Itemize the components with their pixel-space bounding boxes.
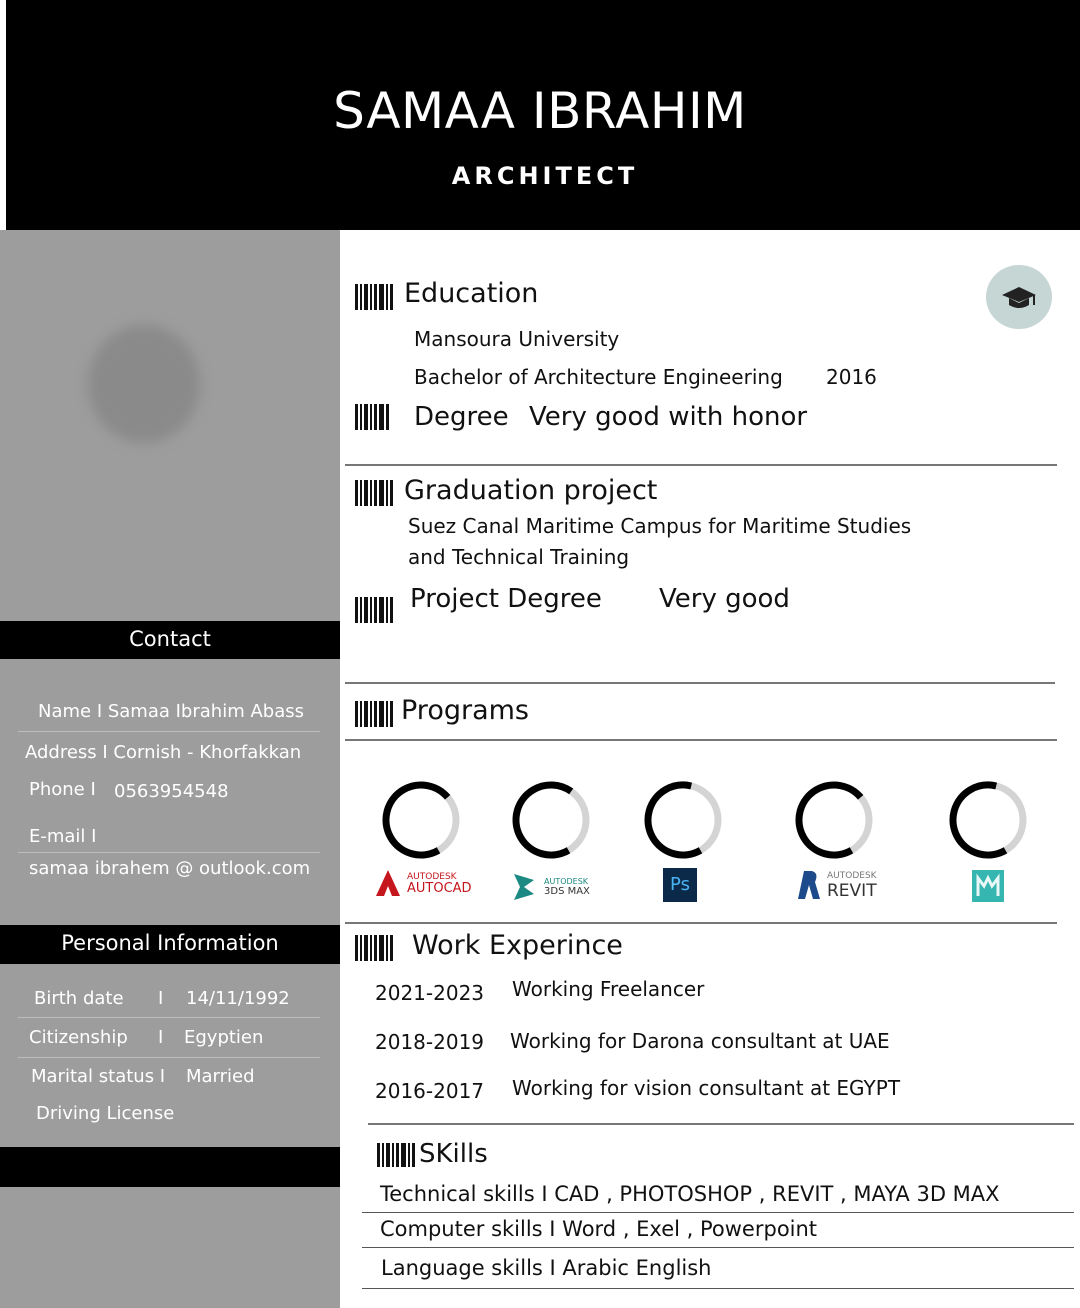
contact-email-label: E-mail I — [29, 826, 97, 847]
programs-heading: Programs — [401, 695, 529, 726]
divider — [18, 731, 320, 732]
project-title-line1: Suez Canal Maritime Campus for Maritime Studies — [408, 514, 912, 538]
autocad-product: AUTOCAD — [407, 881, 472, 896]
contact-name: Name I Samaa Ibrahim Abass — [38, 701, 304, 722]
work-years: 2021-2023 — [375, 981, 485, 1005]
project-degree-label: Project Degree — [410, 584, 602, 614]
project-degree-value: Very good — [659, 584, 790, 614]
autocad-logo — [375, 868, 472, 898]
divider — [18, 852, 320, 853]
photoshop-icon: Ps — [663, 868, 697, 902]
ring-fill — [794, 780, 874, 860]
graduation-project-heading: Graduation project — [404, 475, 658, 506]
skills-divider — [362, 1247, 1074, 1248]
revit-icon — [795, 869, 821, 901]
barcode-icon — [355, 480, 395, 506]
program-skill-ring — [794, 780, 874, 860]
work-description: Working Freelancer — [512, 977, 705, 1001]
section-divider — [345, 464, 1057, 466]
ring-fill — [643, 780, 723, 860]
separator: I — [158, 988, 164, 1009]
program-skill-ring — [948, 780, 1028, 860]
contact-address: Address I Cornish - Khorfakkan — [25, 742, 302, 763]
barcode-icon — [355, 701, 395, 727]
barcode-icon — [355, 404, 391, 430]
footer-bar — [0, 1147, 340, 1187]
revit-logo — [795, 869, 877, 901]
section-divider — [368, 1123, 1074, 1125]
3ds-max-brand: AUTODESK — [544, 877, 589, 886]
degree-name: Bachelor of Architecture Engineering — [414, 365, 783, 389]
computer-skills: Computer skills I Word , Exel , Powerpoint — [380, 1217, 818, 1241]
contact-phone-label: Phone I — [29, 779, 96, 800]
education-heading: Education — [404, 278, 539, 309]
3ds-max-logo — [512, 872, 590, 902]
autocad-brand: AUTODESK — [407, 872, 457, 882]
program-skill-ring — [511, 780, 591, 860]
degree-label: Degree — [414, 402, 509, 432]
barcode-icon — [355, 597, 395, 623]
work-description: Working for vision consultant at EGYPT — [512, 1076, 901, 1100]
skills-divider — [362, 1212, 1074, 1213]
candidate-name: SAMAA IBRAHIM — [333, 82, 747, 140]
birth-date-value: 14/11/1992 — [186, 988, 290, 1009]
profile-photo — [88, 325, 200, 443]
program-skill-ring — [381, 780, 461, 860]
candidate-title: ARCHITECT — [451, 162, 639, 190]
work-heading: Work Experince — [412, 930, 623, 961]
graduation-cap-icon — [986, 265, 1052, 329]
ring-fill — [948, 780, 1028, 860]
autocad-icon — [375, 868, 401, 898]
degree-value: Very good with honor — [529, 402, 808, 432]
graduation-year: 2016 — [826, 365, 877, 389]
contact-email: samaa ibrahem @ outlook.com — [29, 858, 311, 879]
work-years: 2018-2019 — [375, 1030, 485, 1054]
marital-status-label: Marital status I — [31, 1066, 166, 1087]
divider — [18, 1057, 320, 1058]
program-skill-ring — [643, 780, 723, 860]
personal-info-heading: Personal Information — [0, 925, 340, 964]
maya-icon — [970, 868, 1006, 908]
section-divider — [345, 922, 1057, 924]
university: Mansoura University — [414, 327, 620, 351]
separator: I — [158, 1027, 164, 1048]
ring-fill — [381, 780, 461, 860]
revit-product: REVIT — [827, 881, 877, 901]
work-years: 2016-2017 — [375, 1079, 485, 1103]
technical-skills: Technical skills I CAD , PHOTOSHOP , REVIT , MAYA 3D MAX — [380, 1182, 1000, 1206]
ring-fill — [511, 780, 591, 860]
barcode-icon — [377, 1143, 417, 1167]
driving-license: Driving License — [36, 1103, 175, 1124]
skills-divider — [362, 1288, 1074, 1289]
revit-brand: AUTODESK — [827, 871, 877, 881]
section-divider — [345, 739, 1057, 741]
barcode-icon — [355, 284, 395, 310]
3ds-max-icon — [512, 872, 538, 902]
section-divider — [345, 682, 1055, 684]
marital-status-value: Married — [186, 1066, 255, 1087]
language-skills: Language skills I Arabic English — [381, 1256, 712, 1280]
citizenship-value: Egyptien — [184, 1027, 264, 1048]
citizenship-label: Citizenship — [29, 1027, 128, 1048]
contact-heading: Contact — [0, 621, 340, 659]
project-title-line2: and Technical Training — [408, 545, 630, 569]
barcode-icon — [355, 935, 395, 961]
work-description: Working for Darona consultant at UAE — [510, 1029, 890, 1053]
birth-date-label: Birth date — [34, 988, 124, 1009]
3ds-max-product: 3DS MAX — [544, 886, 590, 897]
divider — [18, 1017, 320, 1018]
skills-heading: SKills — [419, 1139, 488, 1169]
contact-phone: 0563954548 — [114, 781, 229, 802]
